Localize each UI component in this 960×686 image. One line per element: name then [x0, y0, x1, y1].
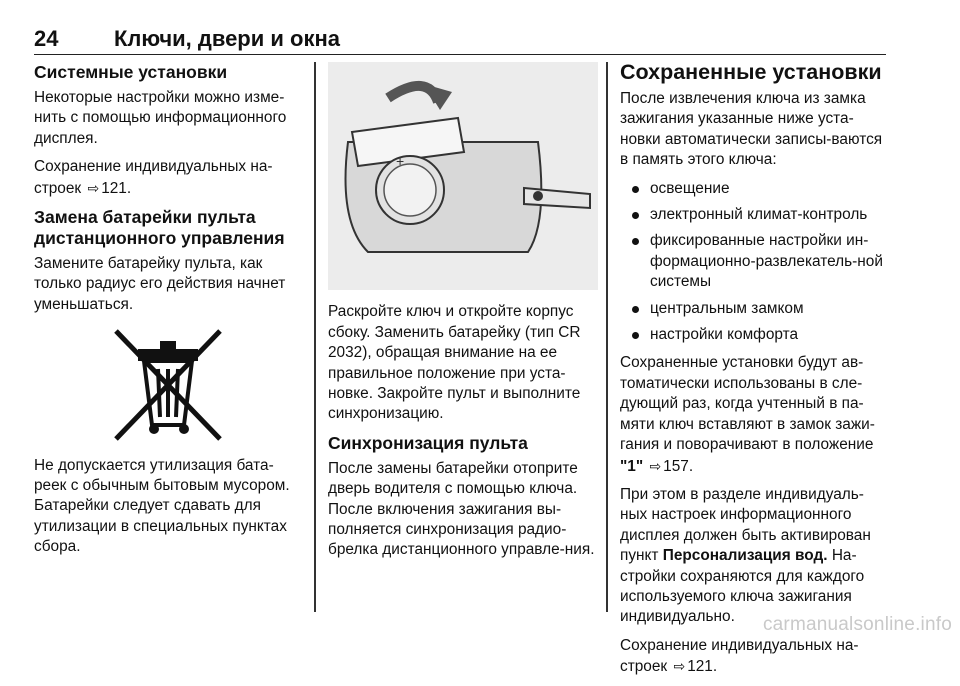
column-right	[620, 62, 890, 686]
paragraph-text: Сохраненные установки будут ав-томатически использованы в сле-дующий раз, когда учтенный в па-мяти ключ вставляют в замок зажи-гания и поворачивают в положение	[620, 354, 875, 454]
paragraph-with-reference	[620, 353, 890, 476]
paragraph-text: При этом в разделе индивидуаль-ных настроек информационного дисплея должен быть активирован пункт	[620, 485, 871, 565]
paragraph-with-reference	[34, 157, 302, 199]
key-position-label: "1"	[620, 457, 644, 475]
column-left	[34, 62, 302, 566]
key-fob-battery-illustration	[328, 62, 598, 290]
list-item: центральным замком	[620, 299, 890, 319]
list-item: фиксированные настройки ин-формационно-развлекатель-ной системы	[620, 231, 890, 292]
paragraph-text: Сохранение индивидуальных на-строек	[620, 636, 859, 676]
paragraph: Замените батарейку пульта, как только радиус его действия начнет уменьшаться.	[34, 255, 286, 313]
page-number: 24	[34, 26, 59, 51]
chapter-title: Ключи, двери и окна	[114, 26, 340, 51]
column-divider	[606, 62, 608, 612]
paragraph: Не допускается утилизация бата-реек с обычным бытовым мусором. Батарейки следует сдавать для утилизации в специальных пунктах сбора.	[34, 456, 290, 556]
section-heading-settings: Системные установки	[34, 62, 228, 82]
page-reference-arrow-icon: ⇨	[87, 179, 100, 196]
paragraph: После извлечения ключа из замка зажигания указанные ниже уста-новки автоматически записы-ваются в память этого ключа:	[620, 90, 883, 169]
crossed-out-bin-icon	[34, 327, 302, 443]
page-header	[34, 26, 886, 55]
menu-item-name: Персонализация вод.	[662, 547, 828, 565]
column-middle	[328, 62, 600, 569]
paragraph: После замены батарейки отоприте дверь водителя с помощью ключа. После включения зажигания вы-полняется синхронизация радио-брелка дистанционного управле-ния.	[328, 459, 595, 559]
page-reference[interactable]: 121.	[101, 179, 132, 197]
list-item: электронный климат-контроль	[620, 205, 890, 225]
paragraph-with-bold	[620, 485, 890, 628]
paragraph: Некоторые настройки можно изме-нить с помощью информационного дисплея.	[34, 89, 287, 147]
saved-settings-list	[620, 179, 890, 346]
paragraph-text: На-стройки сохраняются для каждого используемого ключа зажигания индивидуально.	[620, 547, 865, 626]
page-reference[interactable]: 121.	[687, 658, 718, 676]
section-heading-battery: Замена батарейки пульта дистанционного управления	[34, 207, 285, 249]
svg-text:+: +	[396, 153, 405, 169]
section-heading-sync: Синхронизация пульта	[328, 432, 528, 453]
paragraph-text: Сохранение индивидуальных на-строек	[34, 158, 273, 197]
page-reference-arrow-icon: ⇨	[673, 658, 686, 675]
section-heading-saved: Сохраненные установки	[620, 60, 882, 84]
page-reference-arrow-icon: ⇨	[649, 457, 662, 474]
list-item: настройки комфорта	[620, 325, 890, 345]
list-item: освещение	[620, 179, 890, 199]
column-divider	[314, 62, 316, 612]
paragraph-with-reference	[620, 636, 890, 678]
page-reference[interactable]: 157.	[663, 457, 694, 475]
watermark: carmanualsonline.info	[762, 614, 952, 635]
paragraph: Раскройте ключ и откройте корпус сбоку. Заменить батарейку (тип CR 2032), обращая внимание на ее правильное положение при уста-новке. Закройте пульт и выполните синхронизацию.	[328, 303, 581, 423]
